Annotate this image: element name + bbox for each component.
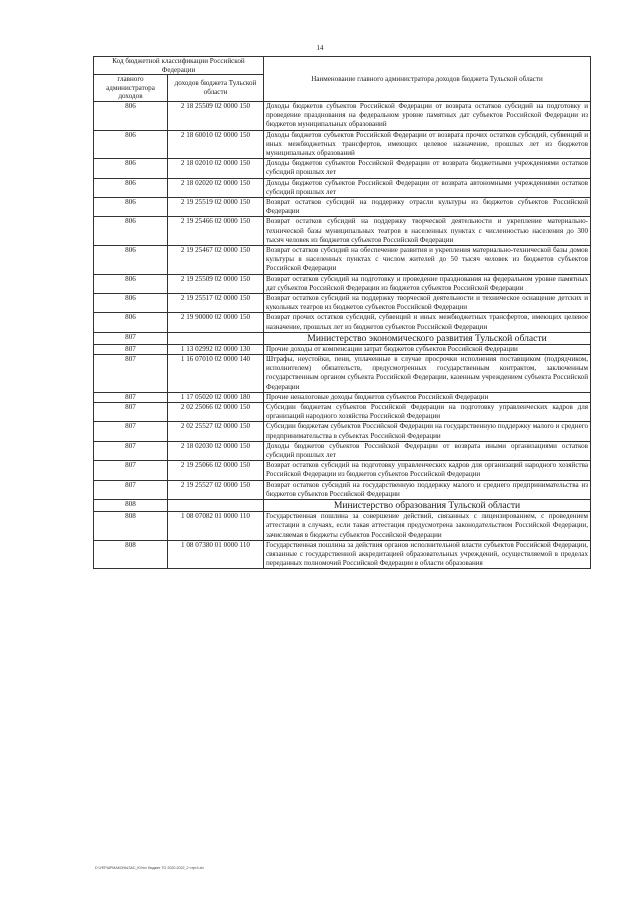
admin-code-cell: 807 xyxy=(94,344,168,354)
income-code-cell: 2 19 25066 02 0000 150 xyxy=(168,461,264,480)
income-code-cell: 2 19 25519 02 0000 150 xyxy=(168,198,264,217)
income-name-cell: Субсидии бюджетам субъектов Российской Федерации на подготовку управленческих кадров для организаций народного хозяйства Российской Федерации xyxy=(264,403,591,422)
income-code-cell: 1 17 05020 02 0000 180 xyxy=(168,392,264,402)
table-row xyxy=(94,480,591,499)
income-code-cell: 2 19 90000 02 0000 150 xyxy=(168,313,264,332)
income-name-cell: Доходы бюджетов субъектов Российской Федерации от возврата бюджетными учреждениями остатков субсидий прошлых лет xyxy=(264,159,591,178)
table-row xyxy=(94,461,591,480)
admin-code-cell: 806 xyxy=(94,130,168,159)
header-income-column: доходов бюджета Тульской области xyxy=(168,75,264,102)
income-code-cell: 2 18 02030 02 0000 150 xyxy=(168,441,264,460)
ministry-name-cell: Министерство образования Тульской области xyxy=(264,500,591,512)
income-name-cell: Возврат остатков субсидий на государственную поддержку малого и среднего предпринимательства из бюджетов субъектов Российской Федерации xyxy=(264,480,591,499)
table-row xyxy=(94,392,591,402)
income-code-cell: 2 19 25527 02 0000 150 xyxy=(168,480,264,499)
income-code-cell: 2 19 25467 02 0000 150 xyxy=(168,246,264,275)
income-code-cell: 2 18 02020 02 0000 150 xyxy=(168,178,264,197)
income-name-cell: Доходы бюджетов субъектов Российской Федерации от возврата автономными учреждениями остатков субсидий прошлых лет xyxy=(264,178,591,197)
income-name-cell: Государственная пошлина за действия органов исполнительной власти субъектов Российской Федерации, связанные с государственной аккредитацией образовательных учреждений, осуществляемой в пределах переданных полномочий Российской Федерации в области образования xyxy=(264,540,591,569)
admin-code-cell: 806 xyxy=(94,198,168,217)
income-name-cell: Возврат остатков субсидий на подготовку управленческих кадров для организаций народного хозяйства Российской Федерации из бюджетов субъектов Российской Федерации xyxy=(264,461,591,480)
income-code-cell: 2 19 25509 02 0000 150 xyxy=(168,274,264,293)
income-name-cell: Возврат остатков субсидий на обеспечение развития и укрепления материально-технической базы домов культуры в населенных пунктах с числом жителей до 50 тысяч человек из бюджетов субъектов Российской Федерации xyxy=(264,246,591,275)
table-header xyxy=(94,57,591,102)
income-code-cell: 1 13 02992 02 0000 130 xyxy=(168,344,264,354)
table-body xyxy=(94,101,591,568)
income-name-cell: Возврат прочих остатков субсидий, субвенций и иных межбюджетных трансфертов, имеющих целевое назначение, прошлых лет из бюджетов субъектов Российской Федерации xyxy=(264,313,591,332)
table-row xyxy=(94,344,591,354)
table-row xyxy=(94,101,591,130)
income-name-cell: Возврат остатков субсидий на поддержку творческой деятельности и укрепление материально-технической базы муниципальных театров в населенных пунктах с численностью населения до 300 тысяч человек из бюджетов субъектов Российской Федерации xyxy=(264,217,591,246)
income-name-cell: Государственная пошлина за совершение действий, связанных с лицензированием, с проведением аттестации в случаях, если такая аттестация предусмотрена законодательством Российской Федерации, зачисляемая в бюджеты субъектов Российской Федерации xyxy=(264,512,591,541)
income-name-cell: Штрафы, неустойки, пени, уплаченные в случае просрочки исполнения поставщиком (подрядчиком, исполнителем) обязательств, предусмотренных государственным контрактом, заключенным государственным органом субъекта Российской Федерации, казенным учреждением субъекта Российской Федерации xyxy=(264,355,591,393)
income-name-cell: Прочие доходы от компенсации затрат бюджетов субъектов Российской Федерации xyxy=(264,344,591,354)
income-name-cell: Доходы бюджетов субъектов Российской Федерации от возврата остатков субсидий на подготовку и проведение празднования на федеральном уровне памятных дат субъектов Российской Федерации из бюджетов муниципальных образований xyxy=(264,101,591,130)
income-code-cell: 2 02 25066 02 0000 150 xyxy=(168,403,264,422)
income-code-cell: 2 18 25509 02 0000 150 xyxy=(168,101,264,130)
admin-code-cell: 807 xyxy=(94,403,168,422)
admin-code-cell: 806 xyxy=(94,294,168,313)
income-code-cell xyxy=(168,332,264,344)
table-row xyxy=(94,159,591,178)
table-row xyxy=(94,178,591,197)
income-code-cell: 2 18 60010 02 0000 150 xyxy=(168,130,264,159)
income-code-cell: 1 16 07010 02 0000 140 xyxy=(168,355,264,393)
income-name-cell: Возврат остатков субсидий на поддержку творческой деятельности и техническое оснащение детских и кукольных театров из бюджетов субъектов Российской Федерации xyxy=(264,294,591,313)
income-name-cell: Доходы бюджетов субъектов Российской Федерации от возврата прочих остатков субсидий, субвенций и иных межбюджетных трансфертов, имеющих целевое назначение, прошлых лет из бюджетов муниципальных образований xyxy=(264,130,591,159)
admin-code-cell: 807 xyxy=(94,392,168,402)
income-code-cell: 2 02 25527 02 0000 150 xyxy=(168,422,264,441)
income-name-cell: Прочие неналоговые доходы бюджетов субъектов Российской Федерации xyxy=(264,392,591,402)
income-code-cell: 2 19 25517 02 0000 150 xyxy=(168,294,264,313)
admin-code-cell: 808 xyxy=(94,540,168,569)
header-admin-column: главного администратора доходов xyxy=(94,75,168,102)
income-code-cell: 1 08 07082 01 0000 110 xyxy=(168,512,264,541)
admin-code-cell: 806 xyxy=(94,178,168,197)
admin-code-cell: 807 xyxy=(94,422,168,441)
table-row xyxy=(94,403,591,422)
income-code-cell: 2 19 25466 02 0000 150 xyxy=(168,217,264,246)
admin-code-cell: 806 xyxy=(94,246,168,275)
header-code-group: Код бюджетной классификации Российской Федерации xyxy=(94,57,264,75)
table-row xyxy=(94,355,591,393)
income-name-cell: Доходы бюджетов субъектов Российской Федерации от возврата иными организациями остатков субсидий прошлых лет xyxy=(264,441,591,460)
admin-code-cell: 807 xyxy=(94,332,168,344)
admin-code-cell: 806 xyxy=(94,313,168,332)
ministry-name-cell: Министерство экономического развития Тульской области xyxy=(264,332,591,344)
income-code-cell: 2 18 02010 02 0000 150 xyxy=(168,159,264,178)
ministry-row xyxy=(94,500,591,512)
admin-code-cell: 807 xyxy=(94,461,168,480)
admin-code-cell: 806 xyxy=(94,159,168,178)
admin-code-cell: 806 xyxy=(94,217,168,246)
income-name-cell: Возврат остатков субсидий на подготовку и проведение празднования на федеральном уровне памятных дат субъектов Российской Федерации из бюджетов субъектов Российской Федерации xyxy=(264,274,591,293)
table-row xyxy=(94,441,591,460)
admin-code-cell: 806 xyxy=(94,274,168,293)
admin-code-cell: 808 xyxy=(94,500,168,512)
table-row xyxy=(94,313,591,332)
header-name-column: Наименование главного администратора доходов бюджета Тульской области xyxy=(264,57,591,102)
budget-code-table xyxy=(93,56,591,569)
admin-code-cell: 807 xyxy=(94,355,168,393)
admin-code-cell: 808 xyxy=(94,512,168,541)
admin-code-cell: 807 xyxy=(94,441,168,460)
table-row xyxy=(94,198,591,217)
table-row xyxy=(94,512,591,541)
income-code-cell xyxy=(168,500,264,512)
income-code-cell: 1 08 07380 01 0000 110 xyxy=(168,540,264,569)
income-name-cell: Субсидии бюджетам субъектов Российской Федерации на государственную поддержку малого и среднего предпринимательства в субъектах Российской Федерации xyxy=(264,422,591,441)
admin-code-cell: 806 xyxy=(94,101,168,130)
page-number: 14 xyxy=(316,44,324,52)
admin-code-cell: 807 xyxy=(94,480,168,499)
table-row xyxy=(94,422,591,441)
table-row xyxy=(94,246,591,275)
table-row xyxy=(94,294,591,313)
table-row xyxy=(94,217,591,246)
footer-file-path: D:\УЕРШРМАКОНЫЗАС_ЮУех бюджет ТО 2020-2022_2 чтрт4.xlx xyxy=(95,866,204,870)
ministry-row xyxy=(94,332,591,344)
table-row xyxy=(94,540,591,569)
income-name-cell: Возврат остатков субсидий на поддержку отрасли культуры из бюджетов субъектов Российской Федерации xyxy=(264,198,591,217)
table-row xyxy=(94,274,591,293)
table-row xyxy=(94,130,591,159)
